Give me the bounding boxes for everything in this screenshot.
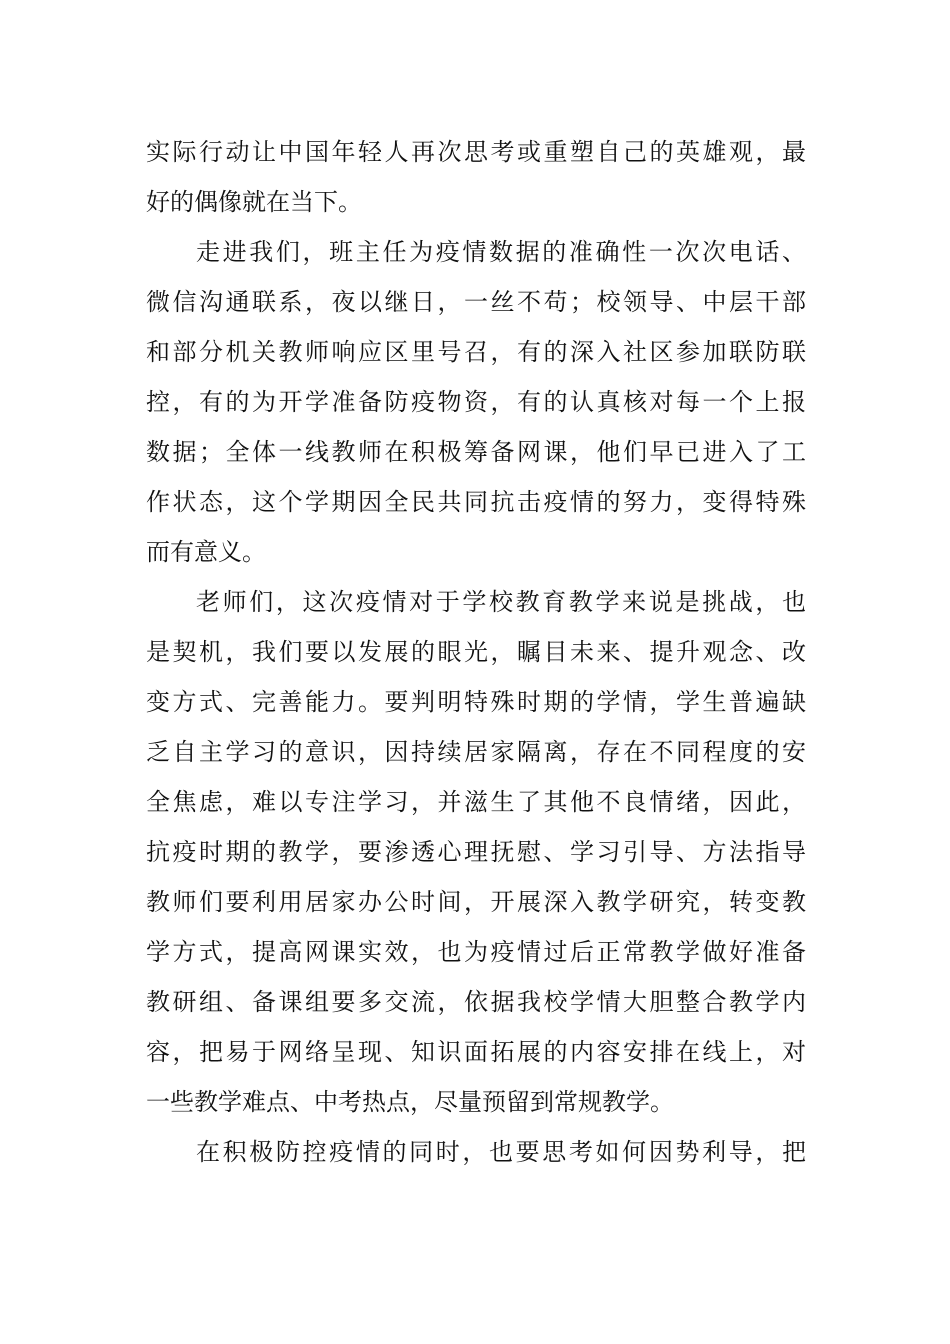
text-line: 走进我们，班主任为疫情数据的准确性一次次电话、 [196,238,806,266]
text-line: 是契机，我们要以发展的眼光，瞩目未来、提升观念、改 [146,638,806,666]
text-line: 作状态，这个学期因全民共同抗击疫情的努力，变得特殊 [146,488,806,516]
text-line: 实际行动让中国年轻人再次思考或重塑自己的英雄观，最 [146,138,806,166]
text-line: 教研组、备课组要多交流，依据我校学情大胆整合教学内 [146,988,806,1016]
text-line: 在积极防控疫情的同时，也要思考如何因势利导，把 [196,1138,806,1166]
text-line: 微信沟通联系，夜以继日，一丝不苟；校领导、中层干部 [146,288,806,316]
text-line: 全焦虑，难以专注学习，并滋生了其他不良情绪，因此， [146,788,806,816]
text-line: 容，把易于网络呈现、知识面拓展的内容安排在线上，对 [146,1038,806,1066]
text-line: 乏自主学习的意识，因持续居家隔离，存在不同程度的安 [146,738,806,766]
text-line: 而有意义。 [146,538,266,566]
text-line: 好的偶像就在当下。 [146,188,362,216]
text-line: 一些教学难点、中考热点，尽量预留到常规教学。 [146,1088,674,1116]
text-line: 教师们要利用居家办公时间，开展深入教学研究，转变教 [146,888,806,916]
text-line: 变方式、完善能力。要判明特殊时期的学情，学生普遍缺 [146,688,806,716]
text-line: 数据；全体一线教师在积极筹备网课，他们早已进入了工 [146,438,806,466]
text-line: 抗疫时期的教学，要渗透心理抚慰、学习引导、方法指导 [146,838,806,866]
text-line: 和部分机关教师响应区里号召，有的深入社区参加联防联 [146,338,806,366]
text-line: 控，有的为开学准备防疫物资，有的认真核对每一个上报 [146,388,806,416]
text-line: 学方式，提高网课实效，也为疫情过后正常教学做好准备 [146,938,806,966]
text-line: 老师们，这次疫情对于学校教育教学来说是挑战，也 [196,588,806,616]
